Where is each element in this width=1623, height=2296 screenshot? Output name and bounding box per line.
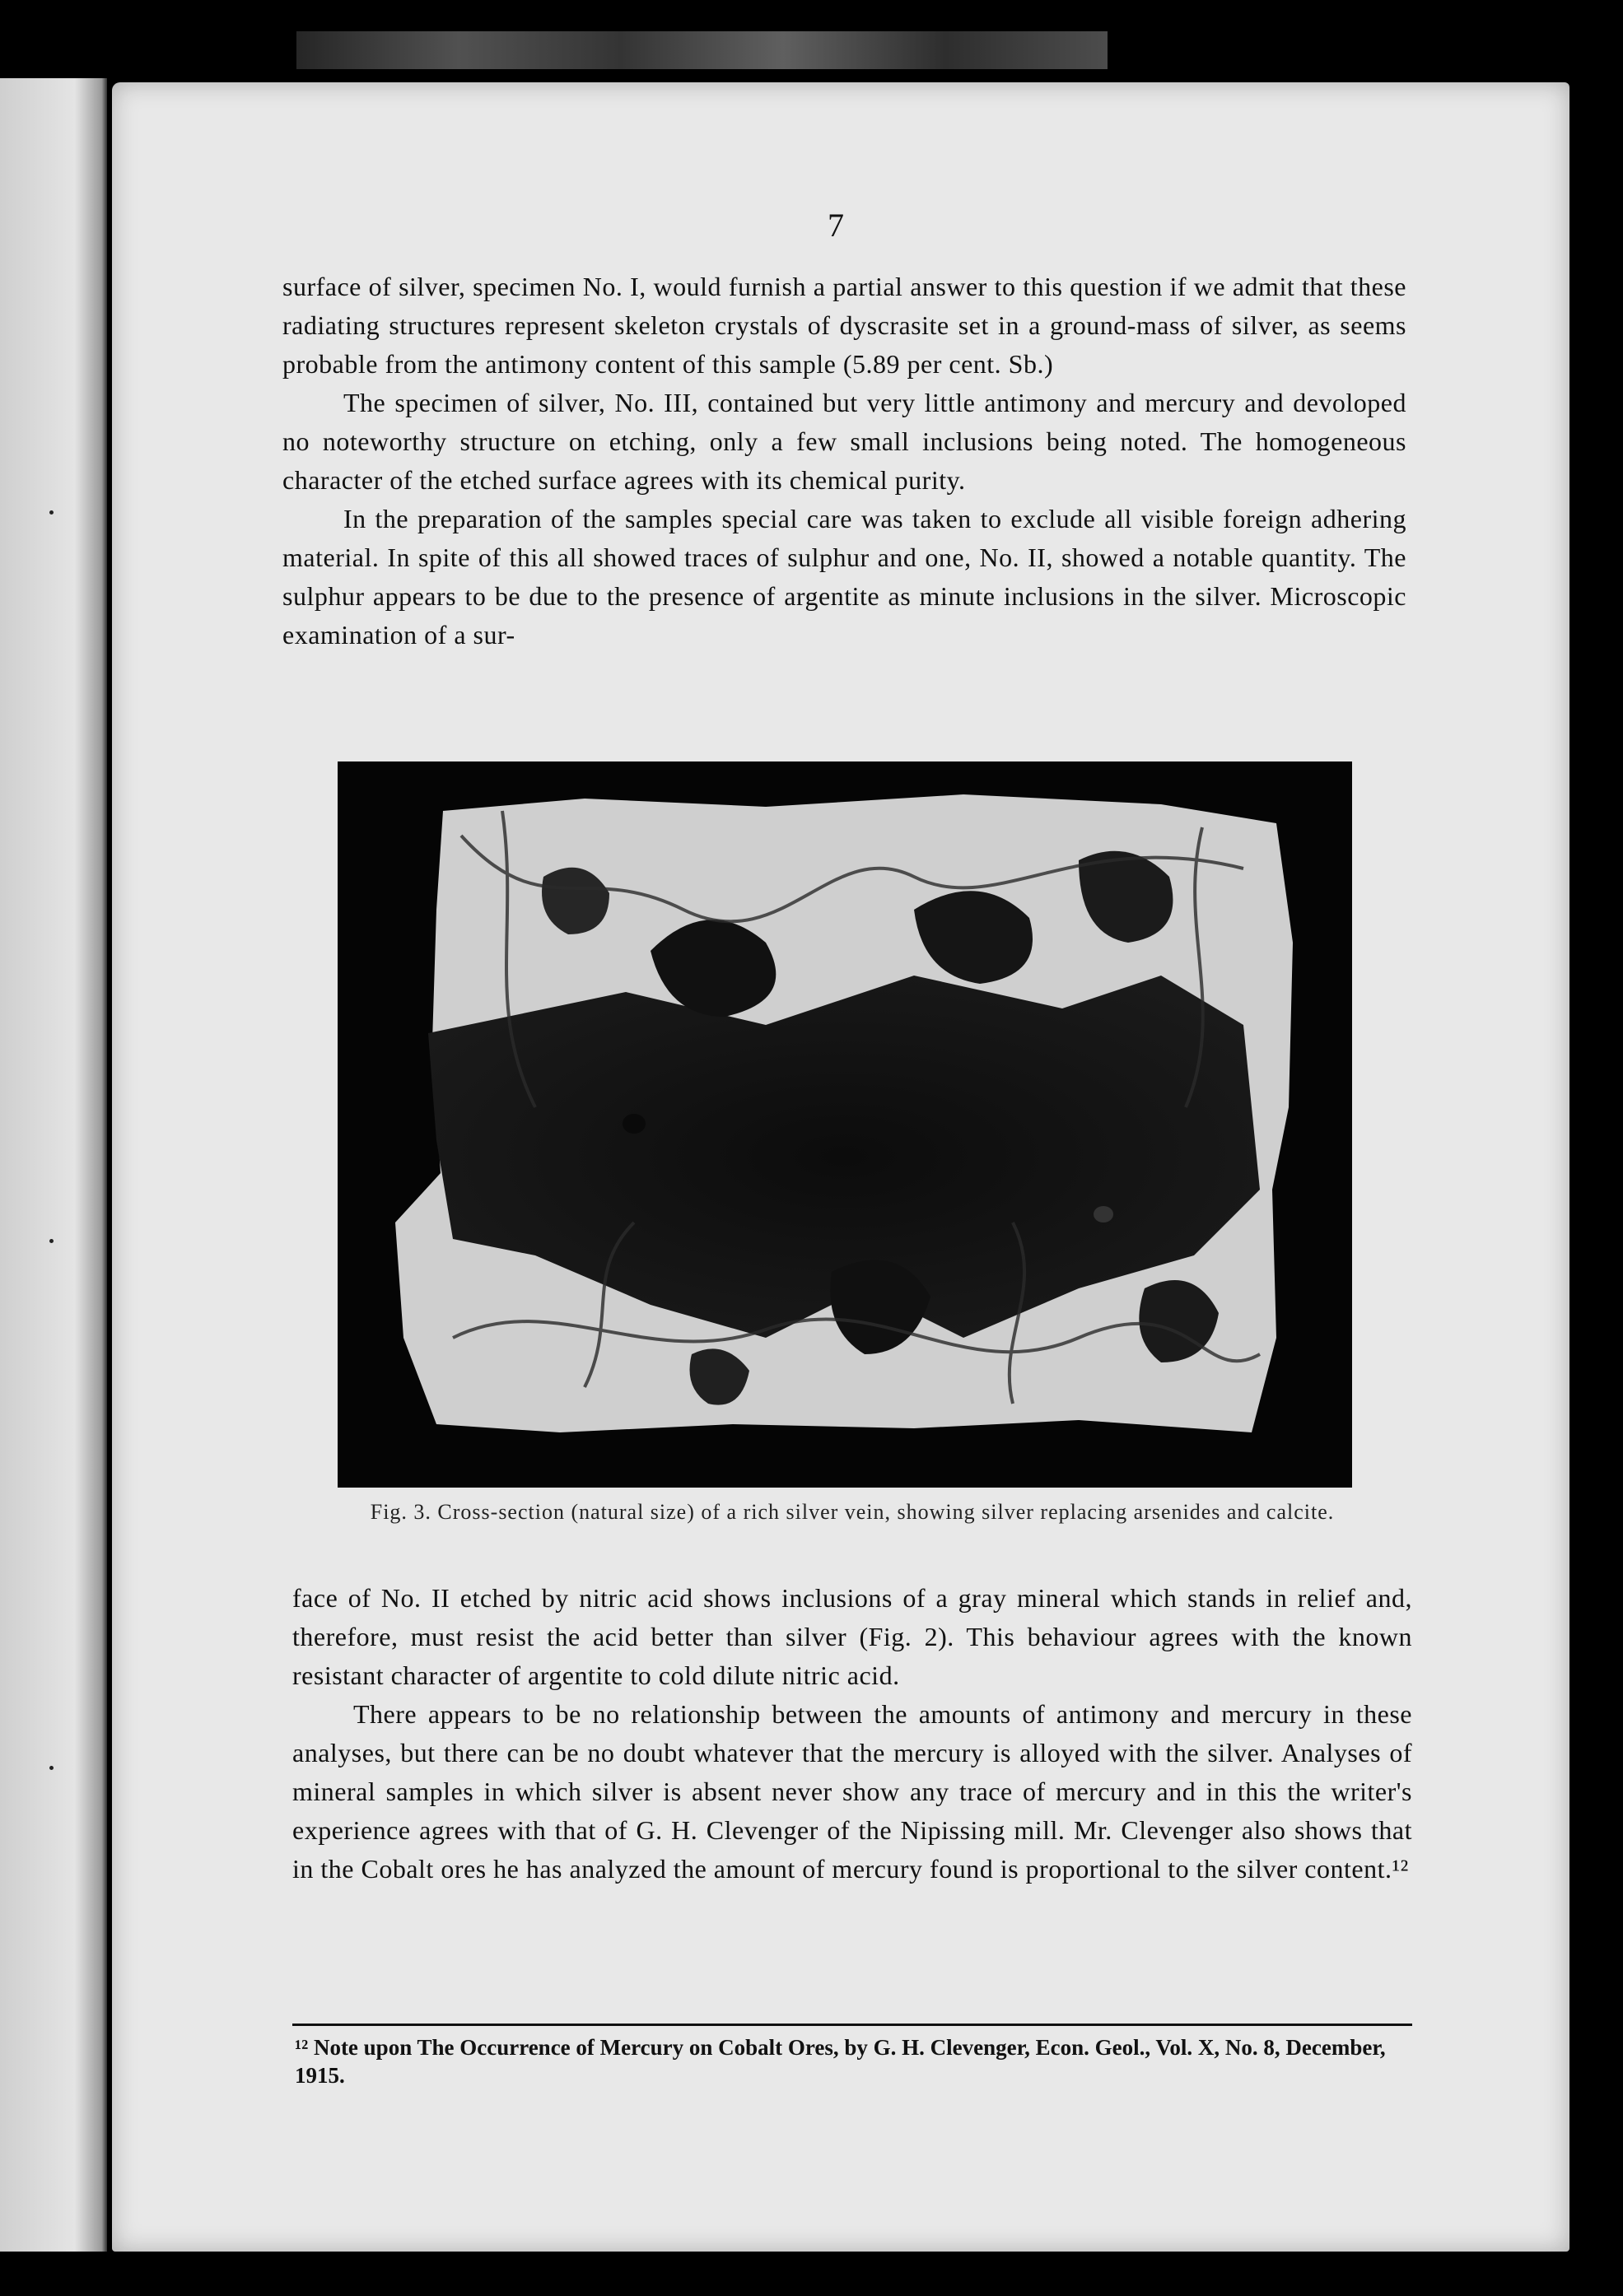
scan-top-border xyxy=(296,31,1108,69)
figure-caption: Fig. 3. Cross-section (natural size) of a rich silver vein, showing silver replacing arsenides and calcite. xyxy=(370,1500,1335,1524)
paragraph: face of No. II etched by nitric acid shows inclusions of a gray mineral which stands in relief and, therefore, must resist the acid better than silver (Fig. 2). This behaviour agrees with the known resistant character of argentite to cold dilute nitric acid. xyxy=(292,1583,1412,1690)
paragraph: The specimen of silver, No. III, contained but very little antimony and mercury and devoloped no noteworthy structure on etching, only a few small inclusions being noted. The homogeneous character of the etched surface agrees with its chemical purity. xyxy=(282,388,1406,495)
body-text-bottom xyxy=(292,1579,1412,1888)
paragraph: surface of silver, specimen No. I, would furnish a partial answer to this question if we admit that these radiating structures represent skeleton crystals of dyscrasite set in a ground-mass of silver, as seems probable from the antimony content of this sample (5.89 per cent. Sb.) xyxy=(282,272,1406,379)
body-text-top xyxy=(282,268,1406,654)
scan-right-border xyxy=(1572,74,1623,2264)
scan-speck xyxy=(49,1766,54,1770)
adjacent-page-edge xyxy=(0,78,107,2252)
figure-photo-cross-section xyxy=(338,761,1352,1488)
footnote-divider xyxy=(292,2024,1412,2026)
scan-speck xyxy=(49,1239,54,1243)
paragraph: In the preparation of the samples special care was taken to exclude all visible foreign adhering material. In spite of this all showed traces of sulphur and one, No. II, showed a notable quantity. The sulphur appears to be due to the presence of argentite as minute inclusions in the silver. Microscopic examination of a sur- xyxy=(282,504,1406,650)
page-number: 7 xyxy=(828,207,844,244)
paragraph: There appears to be no relationship between the amounts of antimony and mercury in these analyses, but there can be no doubt whatever that the mercury is alloyed with the silver. Analyses of mineral samples in which silver is absent never show any trace of mercury and in this the writer's experience agrees with that of G. H. Clevenger of the Nipissing mill. Mr. Clevenger also shows that in the Cobalt ores he has analyzed the amount of mercury found is proportional to the silver content.¹² xyxy=(292,1699,1412,1884)
footnote: ¹² Note upon The Occurrence of Mercury on Cobalt Ores, by G. H. Clevenger, Econ. Geol., Vol. X, No. 8, December, 1915. xyxy=(295,2035,1386,2088)
scan-speck xyxy=(49,510,54,515)
